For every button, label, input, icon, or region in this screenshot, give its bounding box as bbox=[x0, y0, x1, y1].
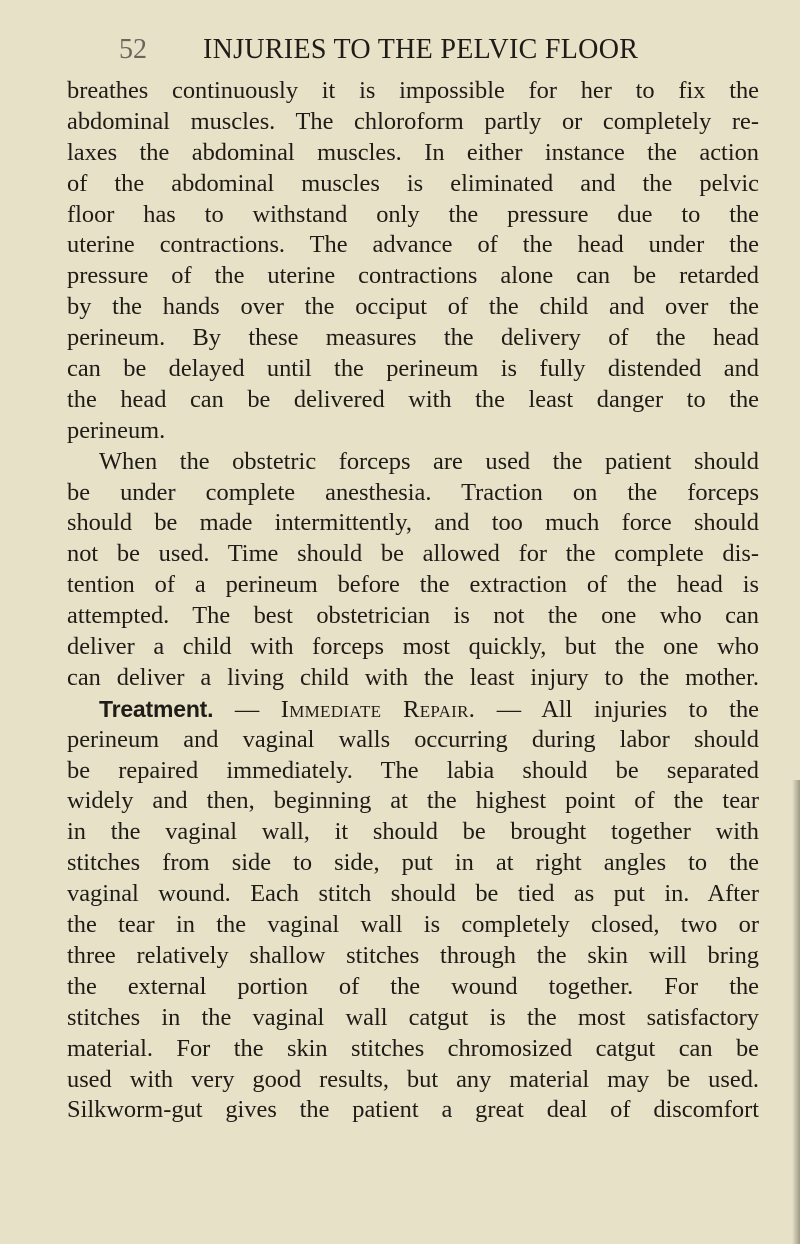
text-line: stitches in the vaginal wall catgut is the most satisfactory bbox=[67, 1003, 759, 1031]
text-line: perineum. By these measures the delivery of the head bbox=[67, 324, 759, 352]
text-line: When the obstetric forceps are used the patient should bbox=[99, 447, 759, 475]
text-line: widely and then, beginning at the highest point of the tear bbox=[67, 787, 759, 815]
text-line: should be made intermittently, and too much force should bbox=[67, 509, 759, 537]
text-line: vaginal wound. Each stitch should be tied as put in. After bbox=[67, 880, 759, 908]
text-line: perineum. bbox=[67, 416, 166, 444]
text-line: can deliver a living child with the least injury to the mother. bbox=[67, 663, 759, 691]
running-title: INJURIES TO THE PELVIC FLOOR bbox=[203, 34, 639, 65]
text-line: Silkworm-gut gives the patient a great deal of discomfort bbox=[67, 1096, 759, 1124]
text-line: material. For the skin stitches chromosized catgut can be bbox=[67, 1034, 759, 1062]
text-line: not be used. Time should be allowed for the complete dis- bbox=[67, 540, 759, 568]
text-line: abdominal muscles. The chloroform partly or completely re- bbox=[67, 107, 759, 135]
text-line: deliver a child with forceps most quickly, but the one who bbox=[67, 633, 759, 661]
text-line: laxes the abdominal muscles. In either instance the action bbox=[67, 138, 759, 166]
text-line: be under complete anesthesia. Traction on the forceps bbox=[67, 478, 759, 506]
text-line: the external portion of the wound together. For the bbox=[67, 972, 759, 1000]
text-line: be repaired immediately. The labia should be separated bbox=[67, 756, 759, 784]
text-line: the tear in the vaginal wall is completely closed, two or bbox=[67, 911, 759, 939]
text-line: can be delayed until the perineum is fully distended and bbox=[67, 355, 759, 383]
text-line: three relatively shallow stitches through the skin will bring bbox=[67, 941, 759, 969]
page-number: 52 bbox=[119, 34, 147, 65]
text-line: the head can be delivered with the least danger to the bbox=[67, 385, 759, 413]
text-line: by the hands over the occiput of the child and over the bbox=[67, 293, 759, 321]
body-text bbox=[67, 76, 759, 1126]
text-line: floor has to withstand only the pressure due to the bbox=[67, 200, 759, 228]
section-heading: Treatment. bbox=[99, 695, 214, 722]
text-line: attempted. The best obstetrician is not the one who can bbox=[67, 602, 759, 630]
text-line: of the abdominal muscles is eliminated and the pelvic bbox=[67, 169, 759, 197]
em-dash: — bbox=[213, 695, 281, 723]
text-line: tention of a perineum before the extraction of the head is bbox=[67, 571, 759, 599]
treatment-line bbox=[67, 694, 759, 725]
text-line: breathes continuously it is impossible for her to fix the bbox=[67, 77, 759, 104]
text-line: stitches from side to side, put in at right angles to the bbox=[67, 849, 759, 877]
text-line: uterine contractions. The advance of the head under the bbox=[67, 231, 759, 259]
subsection-heading: Immediate Repair. bbox=[280, 695, 476, 723]
text-line: pressure of the uterine contractions alone can be retarded bbox=[67, 262, 759, 290]
text-run: All injuries to the bbox=[541, 695, 759, 723]
text-line: used with very good results, but any material may be used. bbox=[67, 1065, 759, 1093]
text-line: in the vaginal wall, it should be brought together with bbox=[67, 818, 759, 846]
page-header bbox=[119, 34, 759, 74]
text-line: perineum and vaginal walls occurring during labor should bbox=[67, 725, 759, 753]
em-dash: — bbox=[475, 695, 542, 723]
page-edge-shadow bbox=[792, 780, 800, 1244]
